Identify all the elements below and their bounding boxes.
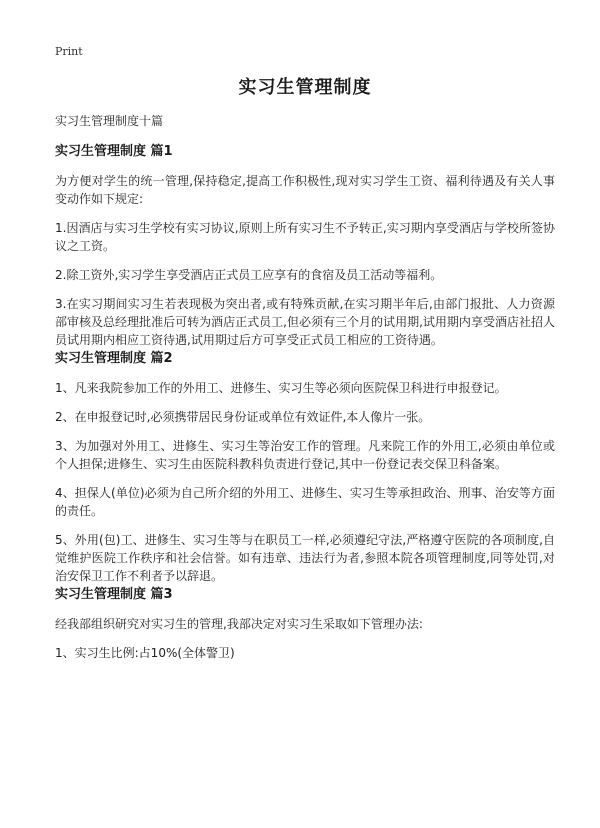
paragraph: 3、为加强对外用工、进修生、实习生等治安工作的管理。凡来院工作的外用工,必须由单位或个人担保;进修生、实习生由医院科教科负责进行登记,其中一份登记表交保卫科备案。 (55, 439, 555, 471)
paragraph: 5、外用(包)工、进修生、实习生等与在职员工一样,必须遵纪守法,严格遵守医院的各项制度,自觉维护医院工作秩序和社会信誉。如有违章、违法行为者,参照本院各项管理制度,同等处罚,对治安保卫工作不利者予以辞退。 (55, 533, 555, 583)
paragraph: 经我部组织研究对实习生的管理,我部决定对实习生采取如下管理办法: (55, 617, 423, 631)
paragraph: 4、担保人(单位)必须为自己所介绍的外用工、进修生、实习生等承担政治、刑事、治安等方面的责任。 (55, 486, 555, 518)
paragraph: 1.因酒店与实习生学校有实习协议,原则上所有实习生不予转正,实习期内享受酒店与学校所签协议之工资。 (55, 221, 555, 253)
paragraph: 1、凡来我院参加工作的外用工、进修生、实习生等必须向医院保卫科进行申报登记。 (55, 381, 507, 395)
paragraph: 2、在申报登记时,必须携带居民身份证或单位有效证件,本人像片一张。 (55, 410, 431, 424)
print-link[interactable]: Print (55, 45, 83, 58)
section-2 (55, 349, 555, 585)
document-title: 实习生管理制度 (238, 77, 372, 98)
section-1 (55, 142, 555, 349)
section-3 (55, 585, 555, 662)
section-heading: 实习生管理制度 篇3 (55, 587, 173, 602)
paragraph: 为方便对学生的统一管理,保持稳定,提高工作积极性,现对实习学生工资、福利待遇及有关人事变动作如下规定: (55, 174, 555, 206)
paragraph: 3.在实习期间实习生若表现极为突出者,或有特殊贡献,在实习期半年后,由部门报批、人力资源部审核及总经理批准后可转为酒店正式员工,但必须有三个月的试用期,试用期内享受酒店社招人员试用期内相应工资待遇,试用期过后方可享受正式员工相应的工资待遇。 (55, 297, 555, 347)
document-page (55, 44, 555, 662)
section-heading: 实习生管理制度 篇2 (55, 351, 173, 366)
paragraph: 1、实习生比例:占10%(全体警卫) (55, 646, 235, 660)
paragraph: 2.除工资外,实习学生享受酒店正式员工应享有的食宿及员工活动等福利。 (55, 268, 443, 282)
document-subtitle: 实习生管理制度十篇 (55, 114, 164, 128)
section-heading: 实习生管理制度 篇1 (55, 144, 173, 159)
